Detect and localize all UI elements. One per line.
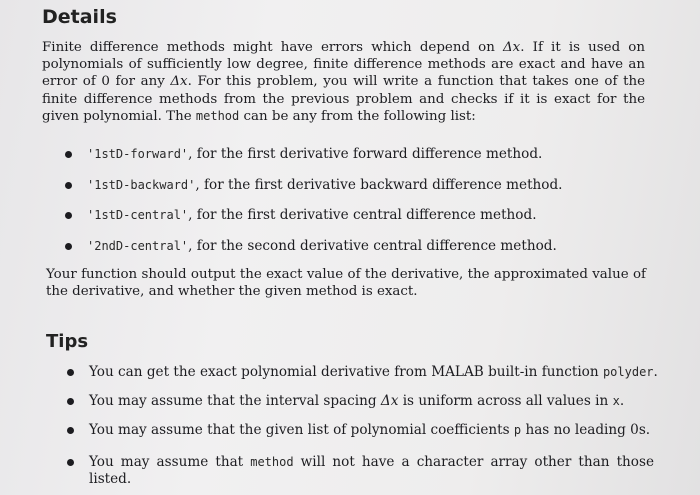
tips-heading: Tips	[46, 331, 89, 352]
tip-text: You may assume that the given list of polynomial coefficients	[89, 422, 514, 438]
method-option-text: , for the second derivative central difference method.	[188, 238, 557, 254]
method-option-code: '1stD-forward'	[87, 147, 189, 161]
intro-text-3: . For this problem, you will write a function that takes one of the finite difference methods from the previous problem and checks if it is exact for the given polynomial. The	[42, 74, 645, 124]
tip-code: x	[612, 394, 620, 408]
delta-x-symbol: Δx	[503, 40, 521, 55]
intro-text-4: can be any from the following list:	[239, 108, 476, 124]
intro-text-2: . If it is used on polynomials of sufficiently low degree, finite difference methods are exact and have an error of 0 for any	[42, 40, 645, 90]
method-option-code: '1stD-backward'	[87, 178, 196, 192]
tip-text: has no leading 0s.	[521, 422, 651, 438]
bullet-icon	[67, 459, 74, 466]
details-summary-paragraph: Your function should output the exact value of the derivative, the approximated value of the derivative, and whether the given method is exact.	[46, 267, 646, 300]
bullet-icon	[67, 398, 74, 405]
method-option-text: , for the first derivative backward difference method.	[195, 177, 563, 193]
bullet-icon	[65, 212, 72, 219]
details-intro-paragraph	[42, 39, 645, 125]
tip-code: p	[513, 423, 522, 437]
bullet-icon	[65, 243, 72, 250]
bullet-icon	[67, 369, 74, 376]
details-heading: Details	[42, 6, 117, 28]
method-option-code: '2ndD-central'	[87, 239, 189, 253]
delta-x-symbol: Δx	[170, 74, 188, 90]
method-option-text: , for the first derivative central difference method.	[188, 207, 537, 223]
method-option-code: '1stD-central'	[87, 208, 189, 222]
tip-text: .	[653, 364, 658, 380]
tip-text: .	[619, 393, 625, 409]
tip-code: method	[250, 455, 294, 469]
tip-code: polyder	[602, 365, 654, 379]
bullet-icon	[65, 151, 72, 158]
tip-text: will not have a character array other than those listed.	[89, 454, 654, 487]
tip-text: is uniform across all values in	[398, 393, 613, 409]
method-code: method	[195, 108, 240, 123]
intro-text-1: Finite difference methods might have errors which depend on	[42, 40, 504, 55]
tip-text: You may assume that the interval spacing	[89, 393, 381, 409]
tip-text: You may assume that	[89, 454, 251, 470]
tip-text: You can get the exact polynomial derivative from MALAB built-in function	[89, 364, 603, 380]
delta-x-symbol: Δx	[380, 393, 399, 409]
method-option-text: , for the first derivative forward difference method.	[188, 146, 543, 162]
bullet-icon	[65, 182, 72, 189]
bullet-icon	[67, 427, 74, 434]
